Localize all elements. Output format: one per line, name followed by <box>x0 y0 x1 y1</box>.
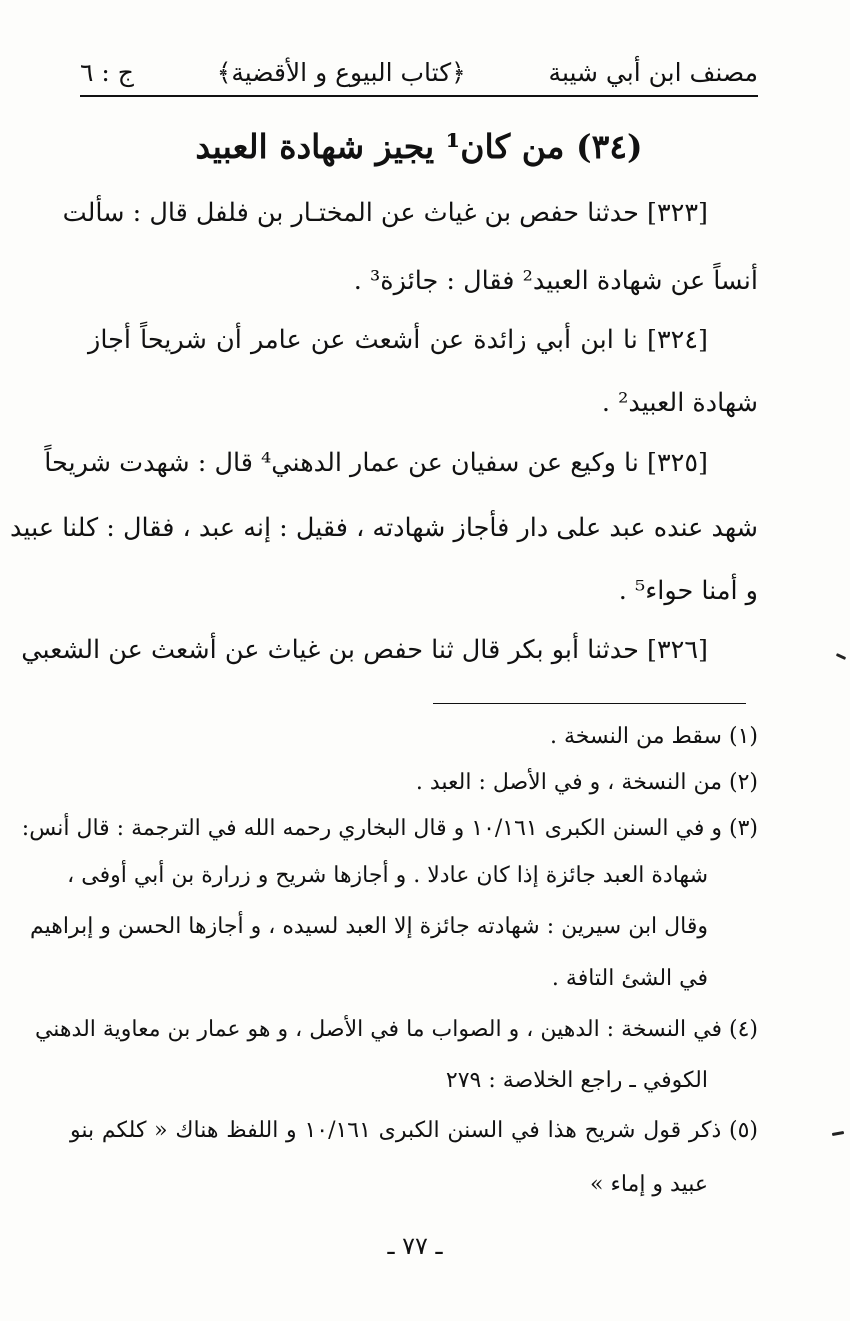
hadith-325-line-2: شهد عنده عبد على دار فأجاز شهادته ، فقيل : إنه عبد ، فقال : كلنا عبيد <box>10 513 758 543</box>
footnote-3-line-4: في الشئ التافة . <box>551 966 708 991</box>
page-number: ـ ٧٧ ـ <box>387 1232 443 1260</box>
footnote-rule <box>433 703 746 704</box>
book-title: مصنف ابن أبي شيبة <box>548 57 758 87</box>
running-header <box>80 50 758 94</box>
header-rule <box>80 95 758 97</box>
hadith-326-line-1: [٣٢٦] حدثنا أبو بكر قال ثنا حفص بن غياث عن أشعث عن الشعبي <box>21 635 708 665</box>
scan-speck-lower <box>832 1131 844 1136</box>
hadith-324-line-2: شهادة العبيد² . <box>601 388 758 418</box>
hadith-323-line-2: أنساً عن شهادة العبيد² فقال : جائزة³ . <box>353 266 758 296</box>
hadith-325-line-3: و أمنا حواء⁵ . <box>618 576 758 606</box>
footnote-3-line-1: (٣) و في السنن الكبرى ١٠/١٦١ و قال البخاري رحمه الله في الترجمة : قال أنس: <box>21 816 758 841</box>
chapter-title: (٣٤) من كان¹ يجيز شهادة العبيد <box>195 127 643 166</box>
hadith-325-line-1: [٣٢٥] نا وكيع عن سفيان عن عمار الدهني⁴ قال : شهدت شريحاً <box>44 448 708 478</box>
footnote-4-line-1: (٤) في النسخة : الدهين ، و الصواب ما في الأصل ، و هو عمار بن معاوية الدهني <box>34 1017 758 1042</box>
footnote-3-line-2: شهادة العبد جائزة إذا كان عادلا . و أجازها شريح و زرارة بن أبي أوفى ، <box>67 863 708 888</box>
footnote-5-line-2: عبيد و إماء » <box>590 1172 708 1197</box>
footnote-2: (٢) من النسخة ، و في الأصل : العبد . <box>415 770 758 795</box>
footnote-4-line-2: الكوفي ـ راجع الخلاصة : ٢٧٩ <box>445 1068 708 1093</box>
hadith-323-line-1: [٣٢٣] حدثنا حفص بن غياث عن المختـار بن فلفل قال : سألت <box>62 198 708 228</box>
volume-number: ج : ٦ <box>80 57 134 87</box>
scan-speck-upper <box>836 653 846 660</box>
footnote-1: (١) سقط من النسخة . <box>549 724 758 749</box>
footnote-5-line-1: (٥) ذكر قول شريح هذا في السنن الكبرى ١٠/١٦١ و اللفظ هناك « كلكم بنو <box>70 1118 758 1143</box>
section-title: ﴿كتاب البيوع و الأقضية﴾ <box>216 57 466 87</box>
footnote-3-line-3: وقال ابن سيرين : شهادته جائزة إلا العبد لسيده ، و أجازها الحسن و إبراهيم <box>29 914 708 939</box>
hadith-324-line-1: [٣٢٤] نا ابن أبي زائدة عن أشعث عن عامر أن شريحاً أجاز <box>88 325 708 355</box>
